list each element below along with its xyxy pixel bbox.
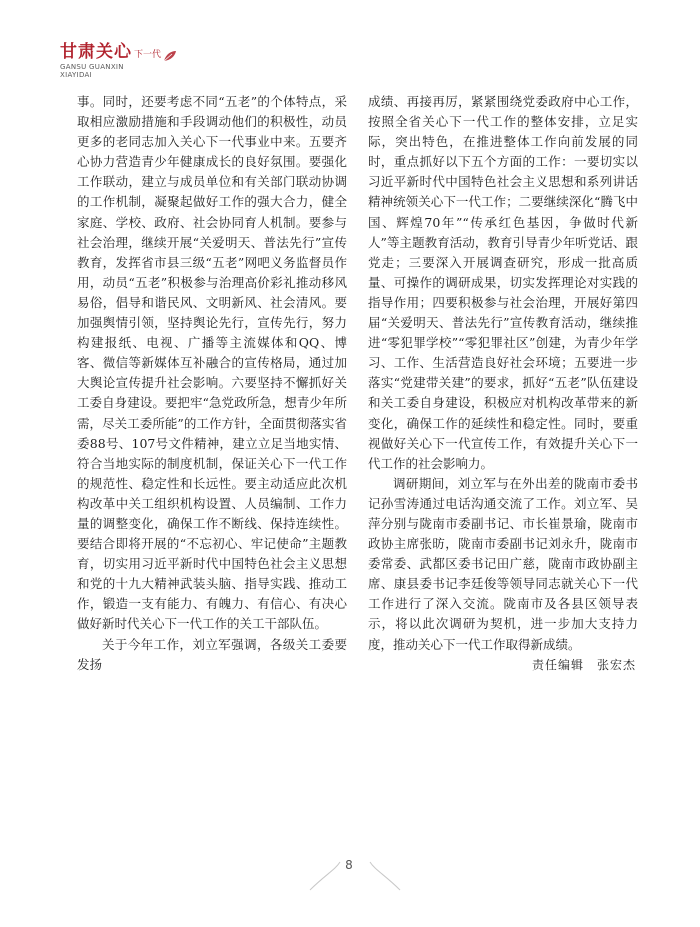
right-paragraph-1: 成绩、再接再厉，紧紧围绕党委政府中心工作，按照全省关心下一代工作的整体安排，立足实际，突出特色，在推进整体工作向前发展的同时，重点抓好以下五个方面的工作：一要切实以习近平新时代中国特色社会主义思想和系列讲话精神统领关心下一代工作；二要继续深化“腾飞中国、辉煌70年”“传承红色基因，争做时代新人”等主题教育活动，教育引导青少年听党话、跟党走；三要深入开展调查研究，形成一批高质量、可操作的调研成果，切实发挥理论对实践的指导作用；四要积极参与社会治理，开展好第四届“关爱明天、普法先行”宣传教育活动，继续推进“零犯罪学校”“零犯罪社区”创建，为青少年学习、工作、生活营造良好社会环境；五要进一步落实“党建带关建”的要求，抓好“五老”队伍建设和关工委自身建设，积极应对机构改革带来的新变化，确保工作的延续性和稳定性。同时，要重视做好关心下一代宣传工作，有效提升关心下一代工作的社会影响力。 xyxy=(368,94,638,471)
right-text-column xyxy=(368,92,638,672)
editor-signature: 责任编辑 张宏杰 xyxy=(531,657,636,672)
masthead-title: 甘肃关心 xyxy=(60,42,132,62)
left-text-column xyxy=(77,92,347,792)
left-paragraph-1: 事。同时，还要考虑不同“五老”的个体特点，采取相应激励措施和手段调动他们的积极性，动员更多的老同志加入关心下一代事业中来。五要齐心协力营造青少年健康成长的良好氛围。要强化工作联动，建立与成员单位和有关部门联动协调的工作机制，凝聚起做好工作的强大合力，健全家庭、学校、政府、社会协同育人机制。要参与社会治理，继续开展“关爱明天、普法先行”宣传教育，发挥省市县三级“五老”网吧义务监督员作用，动员“五老”积极参与治理高价彩礼推动移风易俗，倡导和谐民风、文明新风、社会清风。要加强舆情引领，坚持舆论先行，宣传先行，努力构建报纸、电视、广播等主流媒体和QQ、博客、微信等新媒体互补融合的宣传格局，通过加大舆论宣传提升社会影响。六要坚持不懈抓好关工委自身建设。要把牢“急党政所急，想青少年所需，尽关工委所能”的工作方针，全面贯彻落实省委88号、107号文件精神，建立立足当地实情、符合当地实际的制度机制，保证关心下一代工作的规范性、稳定性和长远性。要主动适应此次机构改革中关工组织机构设置、人员编制、工作力量的调整变化，确保工作不断线、保持连续性。要结合即将开展的“不忘初心、牢记使命”主题教育，切实用习近平新时代中国特色社会主义思想和党的十九大精神武装头脑、指导实践、推动工作，锻造一支有能力、有魄力、有信心、有决心做好新时代关心下一代工作的关工干部队伍。 xyxy=(77,94,347,632)
leaf-icon xyxy=(163,50,177,62)
masthead-subtitle: 下一代 xyxy=(134,50,162,60)
right-paragraph-2: 调研期间，刘立军与在外出差的陇南市委书记孙雪涛通过电话沟通交流了工作。刘立军、吴萍分别与陇南市委副书记、市长崔景瑜，陇南市政协主席张昉，陇南市委副书记刘永升，陇南市委常委、武都区委书记田广慈，陇南市政协副主席、康县委书记李廷俊等领导同志就关心下一代工作进行了深入交流。陇南市及各县区领导表示，将以此次调研为契机，进一步加大支持力度，推动关心下一代工作取得新成绩。 xyxy=(368,475,638,652)
masthead-english-line-2: XIAYIDAI xyxy=(60,71,92,79)
masthead-logo xyxy=(60,40,230,80)
masthead-english-line-1: GANSU GUANXIN xyxy=(60,63,124,71)
left-paragraph-2: 关于今年工作，刘立军强调，各级关工委要发扬 xyxy=(77,636,347,672)
page-number: 8 xyxy=(345,858,353,872)
